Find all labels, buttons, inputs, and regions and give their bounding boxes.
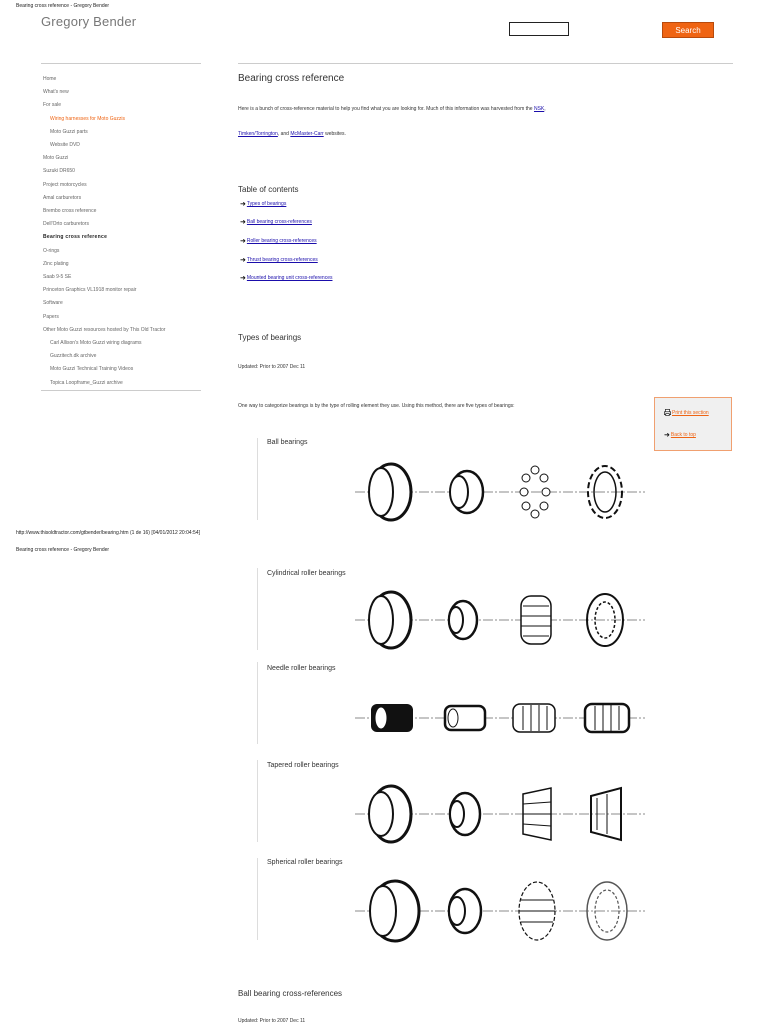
mcmaster-link[interactable]: McMaster-Carr (290, 131, 324, 137)
ball-bearing-exploded-image (355, 460, 645, 524)
cylindrical-roller-bearing-image (355, 588, 645, 652)
intro-line-2 (238, 131, 346, 137)
print-section[interactable] (664, 409, 709, 416)
types-description: One way to categorize bearings is by the type of rolling element they use. Using this method, there are five types of bearings: (238, 403, 515, 409)
bearing-type-spherical: Spherical roller bearings (267, 859, 343, 866)
toc-item[interactable] (240, 237, 317, 245)
intro-text-1: Here is a bunch of cross-reference material to help you find what you are looking for. Much of this information was harvested from the (238, 106, 534, 112)
sidebar-nav (43, 73, 203, 390)
sidebar-item-princeton[interactable]: Princeton Graphics VL1918 monitor repair (43, 287, 137, 294)
search-button[interactable]: Search (662, 22, 714, 38)
toc-item[interactable] (240, 200, 286, 208)
bearing-row-rule (257, 760, 258, 842)
printer-icon (664, 409, 671, 416)
sidebar-item-carl-allison[interactable]: Carl Allison's Moto Guzzi wiring diagrams (50, 340, 142, 347)
toc-link-types[interactable]: Types of bearings (246, 201, 287, 207)
toc-item[interactable] (240, 218, 312, 226)
bearing-row-rule (257, 662, 258, 744)
intro-line-1 (238, 106, 658, 112)
intro-text-3: , and (277, 131, 291, 137)
types-updated: Updated: Prior to 2007 Dec 11 (238, 364, 306, 370)
section-actions-box (654, 397, 732, 451)
sidebar-item-for-sale[interactable]: For sale (43, 102, 62, 109)
intro-text-2: , (544, 106, 546, 112)
search-input[interactable] (509, 22, 569, 36)
sidebar-item-training-videos[interactable]: Moto Guzzi Technical Training Videos (50, 366, 134, 373)
sidebar-item-website-dvd[interactable]: Website DVD (50, 142, 80, 149)
sidebar-item-amal-carburetors[interactable]: Amal carburetors (43, 194, 82, 201)
main-top-divider (238, 63, 733, 64)
arrow-right-icon: ➜ (240, 201, 246, 208)
print-header-title: Bearing cross reference - Gregory Bender (16, 3, 110, 9)
site-title[interactable]: Gregory Bender (41, 14, 137, 29)
needle-roller-bearing-image (355, 700, 645, 736)
sidebar-item-zinc-plating[interactable]: Zinc plating (43, 260, 69, 267)
sidebar-item-project-motorcycles[interactable]: Project motorcycles (43, 181, 87, 188)
sidebar-item-software[interactable]: Software (43, 300, 63, 307)
print-section-link[interactable]: Print this section (672, 409, 709, 416)
arrow-right-icon: ➜ (240, 257, 246, 264)
tapered-roller-bearing-image (355, 782, 645, 846)
sidebar-item-suzuki-dr650[interactable]: Suzuki DR650 (43, 168, 75, 175)
sidebar-top-divider (41, 63, 201, 64)
ball-crossref-updated: Updated: Prior to 2007 Dec 11 (238, 1018, 306, 1024)
sidebar-item-home[interactable]: Home (43, 76, 57, 82)
sidebar-item-o-rings[interactable]: O-rings (43, 247, 60, 254)
sidebar-item-wiring-harnesses[interactable]: Wiring harnesses for Moto Guzzis (50, 115, 126, 122)
nsk-link[interactable]: NSK (533, 106, 545, 112)
sidebar-item-moto-guzzi[interactable]: Moto Guzzi (43, 155, 69, 162)
bearing-type-cylindrical: Cylindrical roller bearings (267, 570, 346, 577)
bearing-row-rule (257, 438, 258, 520)
bearing-row-rule (257, 858, 258, 940)
bearing-type-ball: Ball bearings (267, 439, 308, 446)
print-footer-url: http://www.thisoldtractor.com/gtbender/bearing.htm (1 de 16) [04/01/2012 20:04:54] (16, 530, 201, 536)
page-title: Bearing cross reference (238, 73, 345, 84)
toc-link-mounted[interactable]: Mounted bearing unit cross-references (246, 275, 333, 281)
arrow-right-icon: ➜ (240, 219, 246, 226)
arrow-right-icon: ➜ (240, 275, 246, 282)
timken-link[interactable]: Timken/Torrington (238, 131, 278, 137)
spherical-roller-bearing-image (355, 878, 645, 944)
print-header-title-page2: Bearing cross reference - Gregory Bender (16, 547, 110, 553)
ball-crossref-heading: Ball bearing cross-references (238, 989, 343, 998)
arrow-right-icon: ➜ (240, 238, 246, 245)
toc-heading: Table of contents (238, 185, 299, 194)
back-to-top-link[interactable]: Back to top (670, 432, 696, 438)
toc-item[interactable] (240, 274, 332, 282)
sidebar-item-other-resources[interactable]: Other Moto Guzzi resources hosted by This Old Tractor (43, 326, 166, 333)
sidebar-item-saab[interactable]: Saab 9-5 SE (43, 274, 72, 281)
bearing-row-rule (257, 568, 258, 650)
sidebar-item-dellorto[interactable]: Dell'Orto carburetors (43, 221, 89, 228)
sidebar-item-moto-guzzi-parts[interactable]: Moto Guzzi parts (50, 128, 88, 135)
intro-text-4: websites. (323, 131, 346, 137)
toc-link-ball[interactable]: Ball bearing cross-references (246, 219, 312, 225)
bearing-type-tapered: Tapered roller bearings (267, 762, 339, 769)
sidebar-item-brembo[interactable]: Brembo cross reference (43, 208, 97, 215)
sidebar-item-guzzitech[interactable]: Guzzitech.dk archive (50, 353, 97, 360)
sidebar-item-whats-new[interactable]: What's new (43, 89, 69, 96)
bearing-type-needle: Needle roller bearings (267, 665, 336, 672)
toc-link-roller[interactable]: Roller bearing cross-references (246, 238, 317, 244)
arrow-right-icon: ➜ (664, 432, 670, 439)
types-heading: Types of bearings (238, 333, 302, 342)
sidebar-item-papers[interactable]: Papers (43, 313, 59, 320)
sidebar-item-bearing-cross-reference[interactable]: Bearing cross reference (43, 234, 108, 241)
toc-link-thrust[interactable]: Thrust bearing cross-references (246, 257, 318, 263)
sidebar-item-topica[interactable]: Topica Loopframe_Guzzi archive (50, 379, 123, 386)
sidebar-bottom-divider (41, 390, 201, 391)
back-to-top[interactable] (664, 431, 696, 439)
toc-item[interactable] (240, 256, 318, 264)
